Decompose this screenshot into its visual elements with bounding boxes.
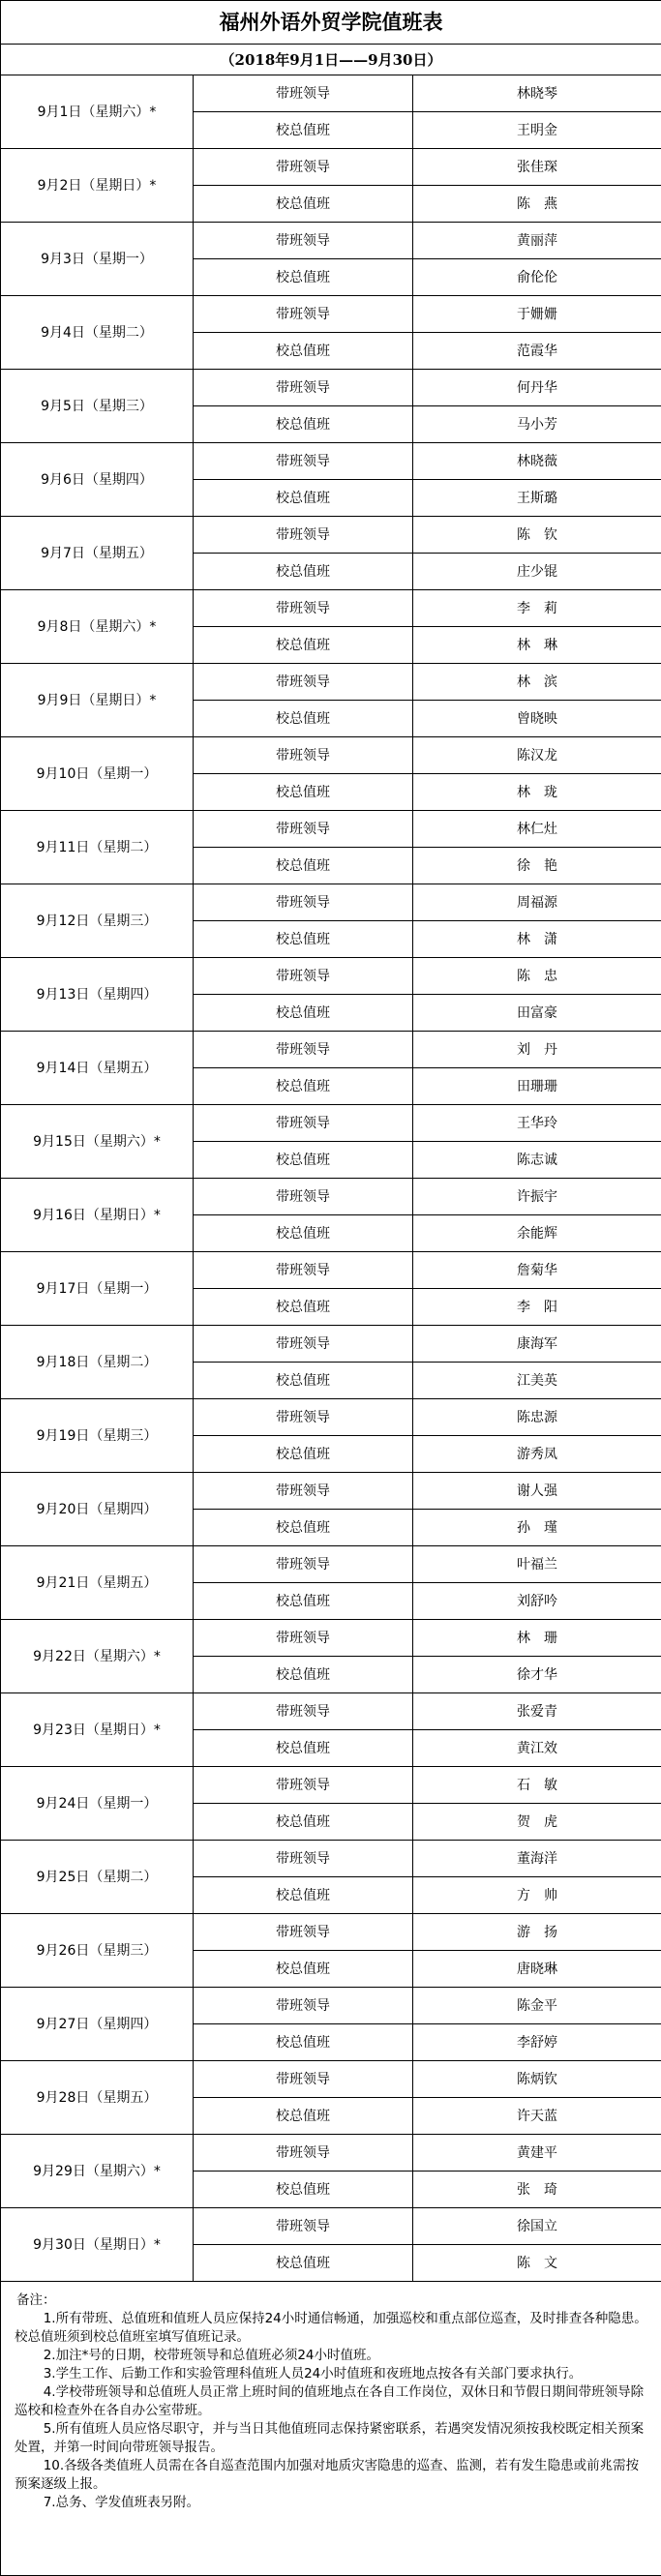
table-row xyxy=(1,370,661,406)
duty-role: 校总值班 xyxy=(194,1510,413,1546)
duty-role: 校总值班 xyxy=(194,406,413,443)
notes-row xyxy=(1,2282,661,2576)
duty-person: 陈忠源 xyxy=(413,1399,661,1436)
table-row xyxy=(1,1988,661,2024)
note-line: 5.所有值班人员应恪尽职守，并与当日其他值班同志保持紧密联系，若遇突发情况须按我校既定相关预案处置，并第一时间向带班领导报告。 xyxy=(15,2420,647,2457)
duty-role: 带班领导 xyxy=(194,296,413,333)
duty-person: 陈 忠 xyxy=(413,958,661,995)
duty-person: 王华玲 xyxy=(413,1105,661,1142)
note-line: 4.学校带班领导和总值班人员正常上班时间的值班地点在各自工作岗位，双休日和节假日期间带班领导除巡校和检查外在各自办公室带班。 xyxy=(15,2383,647,2420)
duty-role: 带班领导 xyxy=(194,2135,413,2172)
duty-role: 校总值班 xyxy=(194,1068,413,1105)
duty-role: 校总值班 xyxy=(194,1877,413,1914)
duty-role: 带班领导 xyxy=(194,1767,413,1804)
table-row xyxy=(1,443,661,480)
duty-date: 9月9日（星期日）* xyxy=(1,664,194,737)
duty-date: 9月18日（星期二） xyxy=(1,1326,194,1399)
duty-role: 带班领导 xyxy=(194,1620,413,1657)
duty-role: 带班领导 xyxy=(194,811,413,848)
duty-person: 林 琳 xyxy=(413,627,661,664)
date-range-row xyxy=(1,45,661,75)
duty-role: 带班领导 xyxy=(194,1693,413,1730)
table-row xyxy=(1,1032,661,1068)
duty-person: 黄江效 xyxy=(413,1730,661,1767)
duty-date: 9月12日（星期三） xyxy=(1,884,194,958)
table-row xyxy=(1,1767,661,1804)
table-row xyxy=(1,664,661,701)
table-row xyxy=(1,958,661,995)
duty-person: 陈 钦 xyxy=(413,517,661,554)
duty-date: 9月19日（星期三） xyxy=(1,1399,194,1473)
duty-date: 9月29日（星期六）* xyxy=(1,2135,194,2208)
duty-person: 叶福兰 xyxy=(413,1546,661,1583)
duty-role: 校总值班 xyxy=(194,1730,413,1767)
duty-person: 陈金平 xyxy=(413,1988,661,2024)
duty-person: 何丹华 xyxy=(413,370,661,406)
duty-role: 校总值班 xyxy=(194,2024,413,2061)
table-row xyxy=(1,1326,661,1363)
duty-role: 带班领导 xyxy=(194,664,413,701)
table-row xyxy=(1,517,661,554)
duty-person: 游 扬 xyxy=(413,1914,661,1951)
duty-person: 王明金 xyxy=(413,112,661,149)
duty-role: 校总值班 xyxy=(194,1583,413,1620)
duty-date: 9月23日（星期日）* xyxy=(1,1693,194,1767)
duty-person: 曾晓映 xyxy=(413,701,661,737)
duty-role: 校总值班 xyxy=(194,1436,413,1473)
table-row xyxy=(1,1105,661,1142)
duty-person: 林 潇 xyxy=(413,921,661,958)
duty-person: 张爱青 xyxy=(413,1693,661,1730)
duty-date: 9月16日（星期日）* xyxy=(1,1179,194,1252)
duty-role: 带班领导 xyxy=(194,1105,413,1142)
table-row xyxy=(1,737,661,774)
duty-role: 校总值班 xyxy=(194,2098,413,2135)
duty-role: 校总值班 xyxy=(194,1215,413,1252)
table-row xyxy=(1,2135,661,2172)
duty-role: 带班领导 xyxy=(194,517,413,554)
duty-date: 9月28日（星期五） xyxy=(1,2061,194,2135)
table-row xyxy=(1,1252,661,1289)
duty-person: 陈炳钦 xyxy=(413,2061,661,2098)
duty-role: 校总值班 xyxy=(194,701,413,737)
duty-person: 俞伦伦 xyxy=(413,259,661,296)
duty-role: 带班领导 xyxy=(194,1326,413,1363)
table-row xyxy=(1,1841,661,1877)
duty-person: 徐 艳 xyxy=(413,848,661,884)
date-range: （2018年9月1日——9月30日） xyxy=(1,45,661,75)
notes-title: 备注： xyxy=(16,2291,647,2310)
duty-role: 校总值班 xyxy=(194,848,413,884)
table-row xyxy=(1,1546,661,1583)
duty-role: 带班领导 xyxy=(194,1473,413,1510)
duty-role: 校总值班 xyxy=(194,480,413,517)
duty-person: 余能辉 xyxy=(413,1215,661,1252)
table-row xyxy=(1,1693,661,1730)
duty-role: 带班领导 xyxy=(194,1399,413,1436)
duty-role: 带班领导 xyxy=(194,1032,413,1068)
note-line: 2.加注*号的日期，校带班领导和总值班必须24小时值班。 xyxy=(15,2347,647,2365)
duty-date: 9月27日（星期四） xyxy=(1,1988,194,2061)
duty-person: 唐晓琳 xyxy=(413,1951,661,1988)
duty-role: 校总值班 xyxy=(194,333,413,370)
duty-person: 李 莉 xyxy=(413,590,661,627)
duty-person: 陈志诚 xyxy=(413,1142,661,1179)
duty-date: 9月22日（星期六）* xyxy=(1,1620,194,1693)
duty-role: 带班领导 xyxy=(194,1546,413,1583)
duty-role: 带班领导 xyxy=(194,958,413,995)
note-line: 3.学生工作、后勤工作和实验管理科值班人员24小时值班和夜班地点按各有关部门要求执行。 xyxy=(15,2365,647,2383)
duty-role: 校总值班 xyxy=(194,1363,413,1399)
note-line: 10.各级各类值班人员需在各自巡查范围内加强对地质灾害隐患的巡查、监测，若有发生隐患或前兆需按预案逐级上报。 xyxy=(15,2457,647,2494)
table-title: 福州外语外贸学院值班表 xyxy=(1,1,661,45)
duty-date: 9月11日（星期二） xyxy=(1,811,194,884)
duty-person: 林晓薇 xyxy=(413,443,661,480)
duty-person: 江美英 xyxy=(413,1363,661,1399)
duty-date: 9月7日（星期五） xyxy=(1,517,194,590)
duty-person: 周福源 xyxy=(413,884,661,921)
table-row xyxy=(1,811,661,848)
duty-person: 陈汉龙 xyxy=(413,737,661,774)
duty-role: 带班领导 xyxy=(194,2061,413,2098)
duty-role: 带班领导 xyxy=(194,223,413,259)
duty-date: 9月21日（星期五） xyxy=(1,1546,194,1620)
table-row xyxy=(1,1914,661,1951)
duty-date: 9月25日（星期二） xyxy=(1,1841,194,1914)
duty-role: 校总值班 xyxy=(194,1951,413,1988)
duty-date: 9月6日（星期四） xyxy=(1,443,194,517)
duty-date: 9月5日（星期三） xyxy=(1,370,194,443)
duty-date: 9月26日（星期三） xyxy=(1,1914,194,1988)
duty-person: 陈 燕 xyxy=(413,186,661,223)
duty-person: 康海军 xyxy=(413,1326,661,1363)
duty-person: 庄少锟 xyxy=(413,554,661,590)
duty-role: 校总值班 xyxy=(194,627,413,664)
duty-person: 孙 瑾 xyxy=(413,1510,661,1546)
duty-role: 校总值班 xyxy=(194,1657,413,1693)
duty-person: 林 珊 xyxy=(413,1620,661,1657)
duty-role: 校总值班 xyxy=(194,112,413,149)
table-row xyxy=(1,2208,661,2245)
duty-date: 9月20日（星期四） xyxy=(1,1473,194,1546)
duty-person: 贺 虎 xyxy=(413,1804,661,1841)
duty-person: 林 珑 xyxy=(413,774,661,811)
duty-role: 带班领导 xyxy=(194,75,413,112)
duty-person: 石 敏 xyxy=(413,1767,661,1804)
duty-person: 董海洋 xyxy=(413,1841,661,1877)
duty-date: 9月10日（星期一） xyxy=(1,737,194,811)
duty-role: 带班领导 xyxy=(194,590,413,627)
duty-date: 9月1日（星期六）* xyxy=(1,75,194,149)
duty-role: 校总值班 xyxy=(194,1804,413,1841)
duty-person: 田富豪 xyxy=(413,995,661,1032)
duty-person: 方 帅 xyxy=(413,1877,661,1914)
duty-person: 黄建平 xyxy=(413,2135,661,2172)
title-row xyxy=(1,1,661,45)
duty-person: 许振宇 xyxy=(413,1179,661,1215)
table-row xyxy=(1,149,661,186)
duty-person: 张佳琛 xyxy=(413,149,661,186)
duty-date: 9月15日（星期六）* xyxy=(1,1105,194,1179)
duty-role: 校总值班 xyxy=(194,554,413,590)
duty-person: 李 阳 xyxy=(413,1289,661,1326)
duty-person: 谢人强 xyxy=(413,1473,661,1510)
duty-person: 徐国立 xyxy=(413,2208,661,2245)
duty-person: 马小芳 xyxy=(413,406,661,443)
table-row xyxy=(1,884,661,921)
duty-person: 陈 文 xyxy=(413,2245,661,2282)
duty-role: 带班领导 xyxy=(194,1914,413,1951)
duty-role: 带班领导 xyxy=(194,443,413,480)
duty-role: 校总值班 xyxy=(194,1142,413,1179)
duty-role: 带班领导 xyxy=(194,1179,413,1215)
duty-role: 带班领导 xyxy=(194,737,413,774)
duty-role: 带班领导 xyxy=(194,2208,413,2245)
duty-role: 带班领导 xyxy=(194,370,413,406)
note-line: 1.所有带班、总值班和值班人员应保持24小时通信畅通，加强巡校和重点部位巡查，及时排查各种隐患。校总值班须到校总值班室填写值班记录。 xyxy=(15,2310,647,2347)
duty-person: 黄丽萍 xyxy=(413,223,661,259)
duty-role: 带班领导 xyxy=(194,1252,413,1289)
duty-person: 刘 丹 xyxy=(413,1032,661,1068)
duty-date: 9月4日（星期二） xyxy=(1,296,194,370)
duty-role: 校总值班 xyxy=(194,995,413,1032)
table-row xyxy=(1,1179,661,1215)
table-row xyxy=(1,1473,661,1510)
duty-role: 校总值班 xyxy=(194,774,413,811)
duty-date: 9月30日（星期日）* xyxy=(1,2208,194,2282)
note-line: 7.总务、学发值班表另附。 xyxy=(15,2494,647,2512)
duty-person: 林 滨 xyxy=(413,664,661,701)
duty-person: 林晓琴 xyxy=(413,75,661,112)
table-row xyxy=(1,75,661,112)
duty-role: 校总值班 xyxy=(194,259,413,296)
duty-person: 游秀凤 xyxy=(413,1436,661,1473)
duty-date: 9月2日（星期日）* xyxy=(1,149,194,223)
duty-person: 李舒婷 xyxy=(413,2024,661,2061)
notes-cell xyxy=(1,2282,661,2576)
duty-role: 校总值班 xyxy=(194,2172,413,2208)
duty-person: 田珊珊 xyxy=(413,1068,661,1105)
duty-role: 带班领导 xyxy=(194,1988,413,2024)
duty-role: 校总值班 xyxy=(194,2245,413,2282)
table-row xyxy=(1,1399,661,1436)
duty-role: 校总值班 xyxy=(194,1289,413,1326)
duty-date: 9月17日（星期一） xyxy=(1,1252,194,1326)
duty-role: 带班领导 xyxy=(194,884,413,921)
table-row xyxy=(1,296,661,333)
duty-role: 校总值班 xyxy=(194,921,413,958)
duty-date: 9月3日（星期一） xyxy=(1,223,194,296)
duty-role: 校总值班 xyxy=(194,186,413,223)
table-row xyxy=(1,1620,661,1657)
duty-person: 刘舒吟 xyxy=(413,1583,661,1620)
table-row xyxy=(1,2061,661,2098)
duty-person: 徐才华 xyxy=(413,1657,661,1693)
duty-person: 许天蓝 xyxy=(413,2098,661,2135)
duty-person: 王斯璐 xyxy=(413,480,661,517)
duty-date: 9月14日（星期五） xyxy=(1,1032,194,1105)
duty-person: 范霞华 xyxy=(413,333,661,370)
duty-date: 9月13日（星期四） xyxy=(1,958,194,1032)
duty-person: 张 琦 xyxy=(413,2172,661,2208)
duty-role: 带班领导 xyxy=(194,1841,413,1877)
duty-role: 带班领导 xyxy=(194,149,413,186)
duty-person: 詹菊华 xyxy=(413,1252,661,1289)
duty-person: 于姗姗 xyxy=(413,296,661,333)
table-row xyxy=(1,223,661,259)
duty-date: 9月8日（星期六）* xyxy=(1,590,194,664)
duty-date: 9月24日（星期一） xyxy=(1,1767,194,1841)
table-row xyxy=(1,590,661,627)
duty-person: 林仁灶 xyxy=(413,811,661,848)
